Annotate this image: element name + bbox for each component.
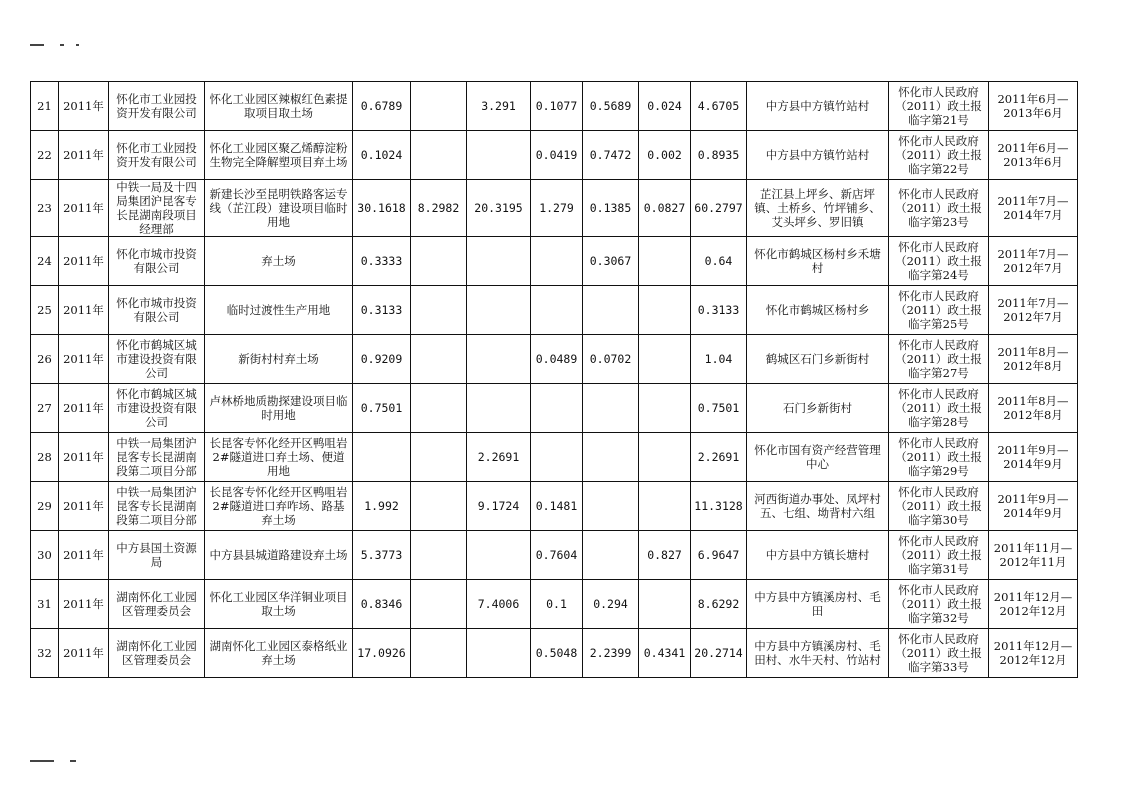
total-area-cell: 0.8935 [691, 131, 747, 180]
area-cell: 0.1024 [353, 131, 411, 180]
area-cell [639, 384, 691, 433]
approval-cell: 怀化市人民政府（2011）政土报临字第24号 [889, 237, 989, 286]
area-cell: 2.2691 [467, 433, 531, 482]
area-cell: 0.5689 [583, 82, 639, 131]
unit-cell: 湖南怀化工业园区管理委员会 [109, 629, 205, 678]
table-row [31, 433, 1078, 482]
unit-cell: 怀化市鹤城区城市建设投资有限公司 [109, 335, 205, 384]
table-row [31, 237, 1078, 286]
project-cell: 新街村村弃土场 [205, 335, 353, 384]
location-cell: 中方县中方镇竹站村 [747, 82, 889, 131]
table-row [31, 180, 1078, 237]
period-cell: 2011年9月—2014年9月 [989, 482, 1078, 531]
area-cell: 8.2982 [411, 180, 467, 237]
row-number-cell: 24 [31, 237, 59, 286]
scan-speck [60, 44, 64, 46]
area-cell [639, 335, 691, 384]
row-number-cell: 23 [31, 180, 59, 237]
project-cell: 弃土场 [205, 237, 353, 286]
unit-cell: 怀化市工业园投资开发有限公司 [109, 82, 205, 131]
total-area-cell: 20.2714 [691, 629, 747, 678]
area-cell: 7.4006 [467, 580, 531, 629]
scan-speck [76, 44, 79, 46]
area-cell [467, 131, 531, 180]
approval-cell: 怀化市人民政府（2011）政土报临字第25号 [889, 286, 989, 335]
period-cell: 2011年6月—2013年6月 [989, 82, 1078, 131]
location-cell: 石门乡新街村 [747, 384, 889, 433]
area-cell [639, 237, 691, 286]
area-cell [411, 237, 467, 286]
period-cell: 2011年12月—2012年12月 [989, 629, 1078, 678]
area-cell [411, 335, 467, 384]
area-cell: 0.1077 [531, 82, 583, 131]
period-cell: 2011年9月—2014年9月 [989, 433, 1078, 482]
year-cell: 2011年 [59, 335, 109, 384]
row-number-cell: 32 [31, 629, 59, 678]
unit-cell: 怀化市城市投资有限公司 [109, 237, 205, 286]
land-use-table [30, 81, 1078, 678]
approval-cell: 怀化市人民政府（2011）政土报临字第21号 [889, 82, 989, 131]
area-cell: 0.4341 [639, 629, 691, 678]
area-cell [531, 384, 583, 433]
area-cell: 0.8346 [353, 580, 411, 629]
project-cell: 怀化工业园区聚乙烯醇淀粉生物完全降解塑项目弃土场 [205, 131, 353, 180]
approval-cell: 怀化市人民政府（2011）政土报临字第32号 [889, 580, 989, 629]
unit-cell: 中铁一局集团沪昆客专长昆湖南段第二项目分部 [109, 482, 205, 531]
year-cell: 2011年 [59, 180, 109, 237]
area-cell: 30.1618 [353, 180, 411, 237]
period-cell: 2011年7月—2012年7月 [989, 237, 1078, 286]
area-cell: 0.3133 [353, 286, 411, 335]
table-row [31, 131, 1078, 180]
table-row [31, 629, 1078, 678]
area-cell: 0.6789 [353, 82, 411, 131]
location-cell: 鹤城区石门乡新街村 [747, 335, 889, 384]
row-number-cell: 29 [31, 482, 59, 531]
area-cell [531, 433, 583, 482]
area-cell: 0.827 [639, 531, 691, 580]
location-cell: 芷江县上坪乡、新店坪镇、土桥乡、竹坪铺乡、艾头坪乡、罗旧镇 [747, 180, 889, 237]
area-cell [639, 286, 691, 335]
location-cell: 怀化市鹤城区杨村乡 [747, 286, 889, 335]
project-cell: 湖南怀化工业园区泰格纸业弃土场 [205, 629, 353, 678]
area-cell [639, 482, 691, 531]
table-row [31, 335, 1078, 384]
period-cell: 2011年8月—2012年8月 [989, 335, 1078, 384]
area-cell: 0.7501 [353, 384, 411, 433]
area-cell: 20.3195 [467, 180, 531, 237]
row-number-cell: 25 [31, 286, 59, 335]
year-cell: 2011年 [59, 580, 109, 629]
project-cell: 怀化工业园区华洋铜业项目取土场 [205, 580, 353, 629]
year-cell: 2011年 [59, 531, 109, 580]
period-cell: 2011年11月—2012年11月 [989, 531, 1078, 580]
location-cell: 中方县中方镇竹站村 [747, 131, 889, 180]
area-cell: 0.9209 [353, 335, 411, 384]
area-cell [411, 82, 467, 131]
total-area-cell: 0.3133 [691, 286, 747, 335]
row-number-cell: 22 [31, 131, 59, 180]
total-area-cell: 8.6292 [691, 580, 747, 629]
year-cell: 2011年 [59, 482, 109, 531]
row-number-cell: 27 [31, 384, 59, 433]
total-area-cell: 2.2691 [691, 433, 747, 482]
table-row [31, 531, 1078, 580]
area-cell [467, 286, 531, 335]
approval-cell: 怀化市人民政府（2011）政土报临字第23号 [889, 180, 989, 237]
location-cell: 中方县中方镇溪房村、毛田 [747, 580, 889, 629]
period-cell: 2011年7月—2014年7月 [989, 180, 1078, 237]
approval-cell: 怀化市人民政府（2011）政土报临字第27号 [889, 335, 989, 384]
project-cell: 怀化工业园区辣椒红色素提取项目取土场 [205, 82, 353, 131]
project-cell: 卢林桥地质勘探建设项目临时用地 [205, 384, 353, 433]
project-cell: 长昆客专怀化经开区鸭咀岩2#隧道进口弃咋场、路基弃土场 [205, 482, 353, 531]
area-cell [467, 531, 531, 580]
area-cell [467, 237, 531, 286]
area-cell: 0.7604 [531, 531, 583, 580]
area-cell: 2.2399 [583, 629, 639, 678]
approval-cell: 怀化市人民政府（2011）政土报临字第29号 [889, 433, 989, 482]
area-cell [583, 384, 639, 433]
area-cell: 0.1 [531, 580, 583, 629]
area-cell: 0.5048 [531, 629, 583, 678]
area-cell [411, 384, 467, 433]
total-area-cell: 1.04 [691, 335, 747, 384]
area-cell: 0.0419 [531, 131, 583, 180]
project-cell: 长昆客专怀化经开区鸭咀岩2#隧道进口弃土场、便道用地 [205, 433, 353, 482]
area-cell [467, 629, 531, 678]
row-number-cell: 26 [31, 335, 59, 384]
period-cell: 2011年8月—2012年8月 [989, 384, 1078, 433]
total-area-cell: 0.64 [691, 237, 747, 286]
area-cell [467, 384, 531, 433]
area-cell [531, 286, 583, 335]
area-cell: 0.3333 [353, 237, 411, 286]
project-cell: 新建长沙至昆明铁路客运专线（芷江段）建设项目临时用地 [205, 180, 353, 237]
area-cell [411, 580, 467, 629]
area-cell: 0.1481 [531, 482, 583, 531]
approval-cell: 怀化市人民政府（2011）政土报临字第33号 [889, 629, 989, 678]
unit-cell: 中铁一局及十四局集团沪昆客专长昆湖南段项目经理部 [109, 180, 205, 237]
area-cell [583, 433, 639, 482]
total-area-cell: 6.9647 [691, 531, 747, 580]
project-cell: 中方县县城道路建设弃土场 [205, 531, 353, 580]
year-cell: 2011年 [59, 131, 109, 180]
approval-cell: 怀化市人民政府（2011）政土报临字第22号 [889, 131, 989, 180]
area-cell [639, 433, 691, 482]
period-cell: 2011年7月—2012年7月 [989, 286, 1078, 335]
scan-speck [30, 760, 54, 762]
table-row [31, 580, 1078, 629]
area-cell: 0.3067 [583, 237, 639, 286]
area-cell: 0.1385 [583, 180, 639, 237]
area-cell: 0.0489 [531, 335, 583, 384]
table-row [31, 482, 1078, 531]
location-cell: 中方县中方镇溪房村、毛田村、水牛天村、竹站村 [747, 629, 889, 678]
scan-speck [70, 760, 76, 762]
approval-cell: 怀化市人民政府（2011）政土报临字第31号 [889, 531, 989, 580]
area-cell [411, 131, 467, 180]
area-cell: 9.1724 [467, 482, 531, 531]
area-cell: 3.291 [467, 82, 531, 131]
location-cell: 怀化市国有资产经营管理中心 [747, 433, 889, 482]
area-cell [583, 482, 639, 531]
unit-cell: 怀化市鹤城区城市建设投资有限公司 [109, 384, 205, 433]
unit-cell: 湖南怀化工业园区管理委员会 [109, 580, 205, 629]
total-area-cell: 4.6705 [691, 82, 747, 131]
area-cell [411, 482, 467, 531]
project-cell: 临时过渡性生产用地 [205, 286, 353, 335]
row-number-cell: 31 [31, 580, 59, 629]
year-cell: 2011年 [59, 82, 109, 131]
period-cell: 2011年6月—2013年6月 [989, 131, 1078, 180]
table-row [31, 82, 1078, 131]
approval-cell: 怀化市人民政府（2011）政土报临字第30号 [889, 482, 989, 531]
area-cell [411, 531, 467, 580]
year-cell: 2011年 [59, 237, 109, 286]
table-row [31, 384, 1078, 433]
area-cell: 0.002 [639, 131, 691, 180]
area-cell [467, 335, 531, 384]
area-cell [639, 580, 691, 629]
area-cell: 1.992 [353, 482, 411, 531]
area-cell: 0.0702 [583, 335, 639, 384]
area-cell [411, 286, 467, 335]
total-area-cell: 60.2797 [691, 180, 747, 237]
scan-speck [30, 44, 44, 46]
area-cell [583, 286, 639, 335]
area-cell: 0.294 [583, 580, 639, 629]
area-cell: 0.024 [639, 82, 691, 131]
area-cell [411, 433, 467, 482]
location-cell: 怀化市鹤城区杨村乡禾塘村 [747, 237, 889, 286]
approval-cell: 怀化市人民政府（2011）政土报临字第28号 [889, 384, 989, 433]
row-number-cell: 21 [31, 82, 59, 131]
area-cell [531, 237, 583, 286]
unit-cell: 中铁一局集团沪昆客专长昆湖南段第二项目分部 [109, 433, 205, 482]
table-row [31, 286, 1078, 335]
year-cell: 2011年 [59, 384, 109, 433]
unit-cell: 中方县国土资源局 [109, 531, 205, 580]
unit-cell: 怀化市工业园投资开发有限公司 [109, 131, 205, 180]
location-cell: 中方县中方镇长塘村 [747, 531, 889, 580]
total-area-cell: 0.7501 [691, 384, 747, 433]
total-area-cell: 11.3128 [691, 482, 747, 531]
area-cell [353, 433, 411, 482]
unit-cell: 怀化市城市投资有限公司 [109, 286, 205, 335]
year-cell: 2011年 [59, 629, 109, 678]
area-cell: 5.3773 [353, 531, 411, 580]
area-cell: 1.279 [531, 180, 583, 237]
period-cell: 2011年12月—2012年12月 [989, 580, 1078, 629]
row-number-cell: 30 [31, 531, 59, 580]
area-cell: 0.7472 [583, 131, 639, 180]
location-cell: 河西街道办事处、凤坪村五、七组、坳背村六组 [747, 482, 889, 531]
row-number-cell: 28 [31, 433, 59, 482]
area-cell: 0.0827 [639, 180, 691, 237]
area-cell [583, 531, 639, 580]
area-cell [411, 629, 467, 678]
year-cell: 2011年 [59, 433, 109, 482]
year-cell: 2011年 [59, 286, 109, 335]
table-body [31, 82, 1078, 678]
area-cell: 17.0926 [353, 629, 411, 678]
